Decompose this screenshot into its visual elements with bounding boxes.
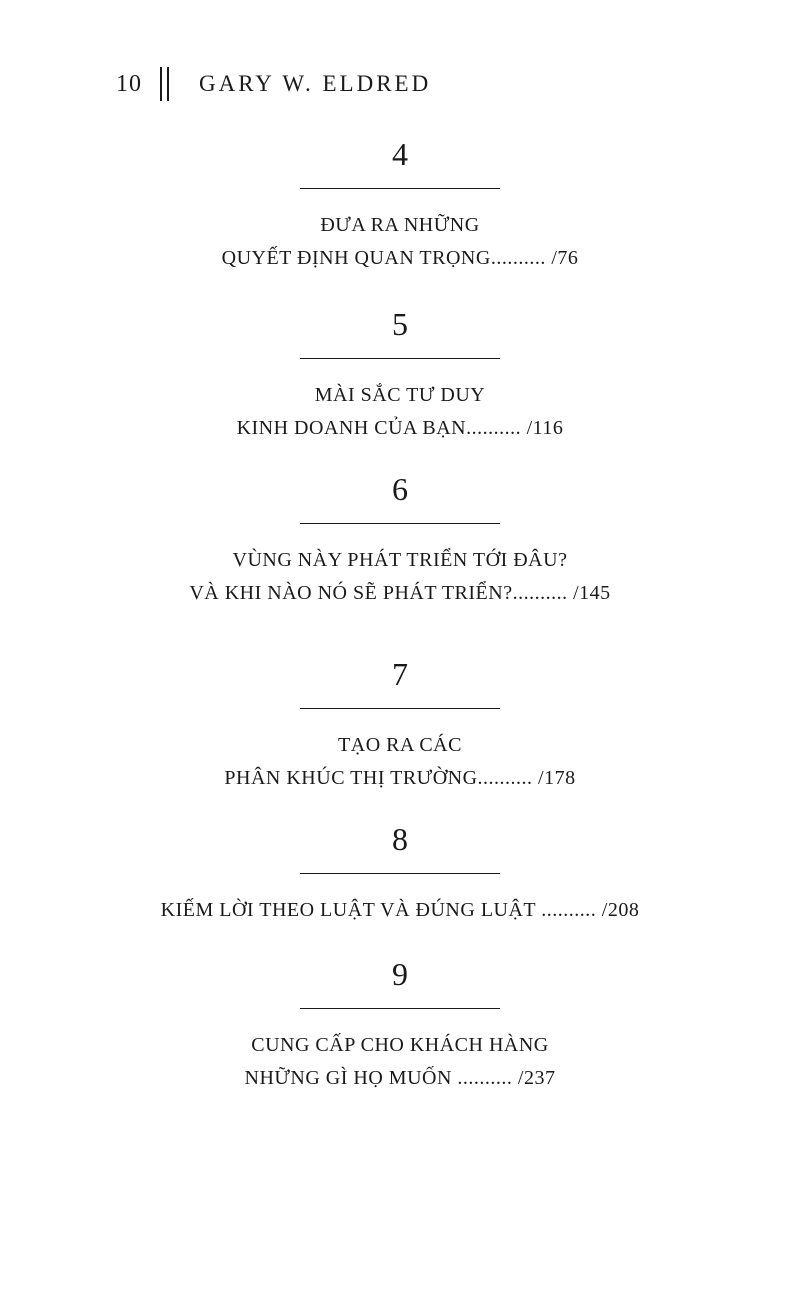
toc-entry-chapter-7[interactable] xyxy=(0,656,800,795)
running-header xyxy=(116,66,431,102)
chapter-title xyxy=(0,729,800,795)
chapter-title xyxy=(0,1029,800,1095)
chapter-title-line: ĐƯA RA NHỮNG xyxy=(320,214,480,236)
chapter-title-line: VÀ KHI NÀO NÓ SẼ PHÁT TRIỂN?.......... /145 xyxy=(189,582,611,604)
page-number: 10 xyxy=(116,70,142,97)
chapter-title-line: KINH DOANH CỦA BẠN.......... /116 xyxy=(236,417,564,439)
chapter-title xyxy=(0,209,800,275)
chapter-number: 5 xyxy=(392,306,408,342)
toc-entry-chapter-9[interactable] xyxy=(0,956,800,1095)
chapter-title-line: PHÂN KHÚC THỊ TRƯỜNG.......... /178 xyxy=(224,767,576,789)
chapter-title-line: KIẾM LỜI THEO LUẬT VÀ ĐÚNG LUẬT .......... /208 xyxy=(160,899,640,921)
chapter-title-line: MÀI SẮC TƯ DUY xyxy=(314,384,486,406)
chapter-divider xyxy=(300,188,500,189)
chapter-title-line: QUYẾT ĐỊNH QUAN TRỌNG.......... /76 xyxy=(221,247,579,269)
chapter-title xyxy=(0,894,800,927)
toc-entry-chapter-6[interactable] xyxy=(0,471,800,610)
chapter-number: 9 xyxy=(392,956,408,992)
chapter-title-line: VÙNG NÀY PHÁT TRIỂN TỚI ĐÂU? xyxy=(232,549,568,571)
toc-entry-chapter-5[interactable] xyxy=(0,306,800,445)
running-header-author: GARY W. ELDRED xyxy=(199,71,432,96)
chapter-title-line: CUNG CẤP CHO KHÁCH HÀNG xyxy=(251,1034,549,1056)
chapter-divider xyxy=(300,873,500,874)
chapter-title xyxy=(0,379,800,445)
chapter-title-line: TẠO RA CÁC xyxy=(338,734,462,756)
chapter-number: 4 xyxy=(392,136,408,172)
chapter-divider xyxy=(300,358,500,359)
chapter-divider xyxy=(300,523,500,524)
chapter-number: 6 xyxy=(392,471,408,507)
chapter-divider xyxy=(300,1008,500,1009)
toc-entry-chapter-4[interactable] xyxy=(0,136,800,275)
chapter-number: 7 xyxy=(392,656,408,692)
chapter-divider xyxy=(300,708,500,709)
chapter-title xyxy=(0,544,800,610)
header-double-rule xyxy=(160,67,169,101)
chapter-title-line: NHỮNG GÌ HỌ MUỐN .......... /237 xyxy=(244,1067,556,1089)
toc-entry-chapter-8[interactable] xyxy=(0,821,800,927)
chapter-number: 8 xyxy=(392,821,408,857)
